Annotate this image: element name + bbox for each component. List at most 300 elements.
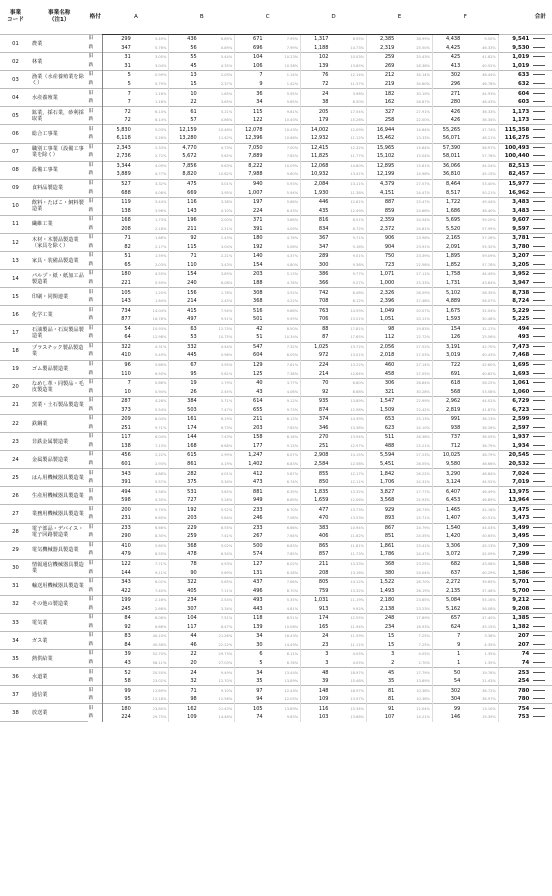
cell-value: 10,025: [432, 451, 461, 460]
table-row: [0, 125, 552, 134]
cell-percent: 26.87%: [395, 98, 432, 107]
row-kind: 旧: [88, 451, 103, 460]
cell-percent: 17.81%: [329, 324, 366, 333]
cell-percent: 21.26%: [198, 632, 235, 641]
cell-percent: 9.92%: [329, 604, 366, 613]
cell-percent: 6.08%: [198, 279, 235, 288]
row-total: 5,225: [512, 316, 530, 323]
cell-value: 1,895: [432, 252, 461, 261]
cell-percent: 40.43%: [461, 351, 498, 360]
cell-percent: 12.14%: [329, 71, 366, 80]
cell-value: 146: [450, 714, 461, 721]
row-mark-line: [533, 608, 545, 609]
row-total: 9,212: [498, 595, 531, 604]
cell-value: 383: [301, 523, 330, 532]
cell-value: 816: [301, 215, 330, 224]
cell-percent: 1.14%: [264, 71, 301, 80]
cell-value: 494: [103, 487, 132, 496]
cell-value: 7: [127, 99, 131, 106]
cell-value: 221: [121, 280, 131, 287]
cell-value: 938: [450, 424, 461, 431]
cell-percent: 2.03%: [132, 261, 169, 270]
cell-value: 669: [187, 189, 197, 196]
row-total: 13,975: [498, 487, 531, 496]
cell-percent: 4.80%: [264, 261, 301, 270]
cell-value: 446: [301, 197, 330, 206]
row-total: 1,382: [512, 623, 530, 630]
row-code: 28: [0, 523, 31, 541]
row-mark-line: [533, 219, 545, 220]
row-mark-line: [533, 56, 545, 57]
row-name: パルプ・紙・紙加工品製造業: [31, 270, 88, 288]
row-code: 07: [0, 143, 31, 161]
table-row: [0, 306, 552, 315]
row-kind: 旧: [88, 360, 103, 369]
row-mark-line: [533, 137, 545, 138]
row-mark: [531, 89, 552, 98]
row-kind: 新: [88, 641, 103, 650]
row-kind: 新: [88, 369, 103, 378]
cell-percent: 25.43%: [395, 53, 432, 62]
cell-percent: 44.03%: [461, 523, 498, 532]
cell-percent: 19.83%: [395, 324, 432, 333]
row-total: 3,947: [512, 280, 530, 287]
row-mark-line: [533, 445, 545, 446]
cell-value: 2,084: [301, 179, 330, 188]
cell-value: 470: [318, 515, 329, 522]
cell-percent: 13.94%: [329, 433, 366, 442]
cell-percent: 26.59%: [395, 288, 432, 297]
row-kind: 新: [88, 188, 103, 197]
cell-percent: 24.66%: [395, 206, 432, 215]
cell-value: 104: [169, 614, 198, 623]
table-row: [0, 270, 552, 279]
row-kind: 新: [88, 387, 103, 396]
cell-percent: 16.93%: [395, 623, 432, 632]
cell-percent: 4.05%: [329, 650, 366, 659]
table-row: [0, 487, 552, 496]
cell-value: 233: [235, 523, 264, 532]
row-total: 494: [498, 324, 531, 333]
header-col-a: A: [103, 0, 169, 35]
cell-percent: 8.68%: [329, 387, 366, 396]
table-row: [0, 35, 552, 44]
cell-value: 412: [235, 469, 264, 478]
cell-value: 7,988: [248, 171, 263, 178]
row-kind: 新: [88, 460, 103, 469]
cell-percent: 8.72%: [329, 224, 366, 233]
cell-value: 251: [318, 442, 329, 449]
cell-percent: 6.07%: [264, 451, 301, 460]
row-total: 2,599: [498, 414, 531, 423]
cell-value: 3,568: [380, 497, 395, 504]
cell-percent: 3.32%: [132, 179, 169, 188]
cell-value: 129: [235, 360, 264, 369]
row-mark: [531, 659, 552, 668]
row-name: 非鉄金属製造業: [31, 433, 88, 451]
cell-percent: 23.91%: [395, 243, 432, 252]
cell-percent: 11.73%: [329, 550, 366, 559]
row-mark: [531, 215, 552, 224]
cell-percent: 11.62%: [329, 532, 366, 541]
cell-value: 58,011: [442, 153, 461, 160]
row-mark: [531, 161, 552, 170]
row-name: 設備工事業: [31, 161, 88, 179]
cell-percent: 12.32%: [329, 143, 366, 152]
cell-percent: 20.55%: [132, 668, 169, 677]
cell-percent: 2.93%: [132, 460, 169, 469]
row-mark: [531, 234, 552, 243]
cell-value: 604: [253, 352, 263, 359]
cell-value: 2,343: [103, 143, 132, 152]
row-code: 29: [0, 541, 31, 559]
cell-percent: 6.66%: [132, 623, 169, 632]
cell-percent: 11.77%: [329, 152, 366, 161]
cell-percent: 23.39%: [395, 252, 432, 261]
cell-percent: 4.09%: [264, 224, 301, 233]
cell-value: 32: [190, 678, 197, 685]
cell-percent: 4.06%: [264, 387, 301, 396]
cell-percent: 44.49%: [461, 270, 498, 279]
cell-value: 74: [256, 714, 263, 721]
cell-value: 443: [253, 605, 263, 612]
row-name: ガス業: [31, 632, 88, 650]
cell-value: 200: [103, 505, 132, 514]
row-total: 604: [498, 89, 531, 98]
row-total: 115,358: [498, 125, 531, 134]
cell-value: 5,672: [182, 153, 197, 160]
cell-percent: 4.44%: [198, 342, 235, 351]
cell-percent: 12.17%: [329, 469, 366, 478]
cell-percent: 5.61%: [198, 369, 235, 378]
cell-value: 391: [253, 225, 263, 232]
row-kind: 旧: [88, 342, 103, 351]
table-row: [0, 71, 552, 80]
cell-value: 57: [190, 117, 197, 124]
cell-percent: 46.84%: [461, 469, 498, 478]
row-mark-line: [533, 418, 545, 419]
cell-value: 42: [235, 324, 264, 333]
row-mark-line: [533, 400, 545, 401]
row-name: 食料品製造業: [31, 179, 88, 197]
row-name: 金属製品製造業: [31, 451, 88, 469]
cell-percent: 32.04%: [461, 306, 498, 315]
cell-value: 1,861: [367, 541, 396, 550]
cell-value: 3: [325, 660, 329, 666]
cell-value: 1,675: [432, 306, 461, 315]
cell-percent: 1.79%: [198, 378, 235, 387]
cell-value: 527: [103, 179, 132, 188]
cell-percent: 6.83%: [264, 460, 301, 469]
cell-value: 3,019: [445, 352, 461, 359]
cell-value: 384: [169, 396, 198, 405]
cell-percent: 1.16%: [132, 89, 169, 98]
cell-value: 188: [253, 280, 263, 287]
cell-percent: 18.97%: [329, 686, 366, 695]
cell-value: 26: [190, 388, 197, 395]
cell-value: 290: [121, 533, 131, 540]
cell-value: 1,706: [380, 479, 395, 486]
row-kind: 旧: [88, 577, 103, 586]
cell-percent: 14.80%: [329, 161, 366, 170]
cell-percent: 2.66%: [132, 604, 169, 613]
cell-percent: 3.58%: [132, 487, 169, 496]
row-code: 23: [0, 433, 31, 451]
cell-value: 99: [432, 704, 461, 713]
cell-value: 143: [187, 207, 197, 214]
table-row: [0, 632, 552, 641]
cell-percent: 0.94%: [132, 387, 169, 396]
cell-value: 5,594: [367, 451, 396, 460]
cell-value: 4,151: [380, 189, 395, 196]
cell-percent: 5.57%: [132, 478, 169, 487]
table-row: [0, 451, 552, 460]
row-total: 754: [498, 704, 531, 713]
cell-value: 246: [253, 515, 263, 522]
cell-percent: 14.12%: [329, 577, 366, 586]
row-kind: 旧: [88, 89, 103, 98]
cell-percent: 7.43%: [198, 433, 235, 442]
cell-value: 287: [103, 396, 132, 405]
row-name: 放送業: [31, 704, 88, 722]
row-kind: 新: [88, 152, 103, 161]
cell-value: 304: [450, 696, 461, 703]
cell-percent: 17.79%: [395, 668, 432, 677]
cell-value: 71: [103, 234, 132, 243]
cell-value: 2,018: [380, 352, 395, 359]
cell-percent: 9.86%: [264, 306, 301, 315]
row-code: 03: [0, 71, 31, 89]
cell-value: 6: [235, 650, 264, 659]
cell-value: 103: [318, 714, 329, 721]
cell-value: 1,722: [432, 197, 461, 206]
cell-value: 1,317: [301, 35, 330, 44]
row-kind: 新: [88, 405, 103, 414]
row-mark: [531, 559, 552, 568]
row-mark: [531, 460, 552, 469]
cell-percent: 4.35%: [461, 641, 498, 650]
row-mark-line: [533, 690, 545, 691]
row-kind: 旧: [88, 632, 103, 641]
row-total: 3,475: [498, 505, 531, 514]
row-mark-line: [533, 65, 545, 66]
cell-percent: 7.61%: [264, 360, 301, 369]
cell-value: 5,830: [103, 125, 132, 134]
cell-value: 1,930: [314, 189, 329, 196]
cell-value: 618: [432, 378, 461, 387]
cell-value: 906: [367, 234, 396, 243]
cell-value: 154: [253, 261, 263, 268]
cell-value: 1,540: [432, 523, 461, 532]
row-total: 9,541: [498, 35, 531, 44]
cell-value: 949: [253, 497, 263, 504]
cell-value: 5: [103, 71, 132, 80]
cell-value: 475: [169, 179, 198, 188]
cell-percent: 4.09%: [132, 161, 169, 170]
row-name: 電子部品・デバイス・電子回路製造業: [31, 523, 88, 541]
cell-percent: 5.35%: [264, 595, 301, 604]
cell-value: 624: [450, 623, 461, 630]
cell-percent: 3.89%: [198, 270, 235, 279]
cell-percent: 27.77%: [395, 487, 432, 496]
row-mark-line: [533, 698, 545, 699]
row-total: 100,493: [498, 143, 531, 152]
cell-percent: 15.26%: [329, 116, 366, 125]
cell-value: 165: [318, 623, 329, 630]
cell-value: 34: [235, 632, 264, 641]
row-kind: 旧: [88, 595, 103, 604]
cell-percent: 2.21%: [198, 224, 235, 233]
cell-percent: 6.19%: [198, 414, 235, 423]
cell-percent: 1.59%: [132, 252, 169, 261]
cell-percent: 5.93%: [264, 179, 301, 188]
cell-percent: 13.97%: [329, 695, 366, 704]
row-kind: 旧: [88, 668, 103, 677]
cell-value: 31: [103, 53, 132, 62]
row-code: 13: [0, 252, 31, 270]
table-row: [0, 53, 552, 62]
cell-percent: 12.55%: [329, 614, 366, 623]
cell-percent: 4.31%: [132, 342, 169, 351]
row-kind: 新: [88, 315, 103, 324]
row-kind: 新: [88, 44, 103, 53]
cell-percent: 3.65%: [198, 98, 235, 107]
row-code: 08: [0, 161, 31, 179]
cell-percent: 10.09%: [264, 161, 301, 170]
cell-percent: 4.06%: [132, 188, 169, 197]
cell-percent: 14.15%: [329, 451, 366, 460]
row-mark-line: [533, 499, 545, 500]
cell-percent: 16.78%: [132, 315, 169, 324]
row-mark-line: [533, 527, 545, 528]
cell-percent: 7.00%: [264, 143, 301, 152]
row-name: 飲料・たばこ・飼料製造業: [31, 197, 88, 215]
cell-percent: 9.01%: [329, 252, 366, 261]
cell-value: 422: [121, 587, 131, 594]
row-mark: [531, 586, 552, 595]
cell-percent: 57.78%: [461, 261, 498, 270]
row-name: 熱供給業: [31, 650, 88, 668]
row-kind: 新: [88, 424, 103, 433]
row-kind: 旧: [88, 523, 103, 532]
cell-value: 270: [301, 433, 330, 442]
row-mark: [531, 496, 552, 505]
cell-percent: 1.20%: [132, 288, 169, 297]
cell-percent: 36.34%: [461, 116, 498, 125]
row-mark: [531, 342, 552, 351]
row-total: 5,700: [512, 587, 530, 594]
row-total: 1,385: [498, 614, 531, 623]
cell-percent: 6.14%: [132, 107, 169, 116]
row-total: 7,019: [512, 479, 530, 486]
cell-value: 271: [432, 89, 461, 98]
cell-value: 7: [103, 89, 132, 98]
cell-value: 233: [235, 505, 264, 514]
cell-value: 30: [256, 641, 263, 648]
row-name: 繊維工業: [31, 215, 88, 233]
cell-percent: 22.22%: [198, 641, 235, 650]
row-kind: 新: [88, 170, 103, 179]
cell-percent: 40.10%: [132, 632, 169, 641]
cell-value: 437: [235, 577, 264, 586]
cell-value: 460: [367, 360, 396, 369]
row-total: 6,729: [498, 396, 531, 405]
cell-percent: 14.59%: [329, 306, 366, 315]
row-total: 13,964: [508, 497, 530, 504]
cell-value: 140: [235, 252, 264, 261]
cell-percent: 58.35%: [461, 288, 498, 297]
cell-value: 296: [450, 81, 461, 87]
cell-value: 368: [169, 541, 198, 550]
cell-value: 1,000: [380, 280, 395, 287]
cell-value: 12,199: [376, 171, 395, 178]
cell-percent: 10.34%: [264, 333, 301, 342]
cell-percent: 14.21%: [395, 713, 432, 722]
table-row: [0, 523, 552, 532]
cell-percent: 19.76%: [461, 668, 498, 677]
cell-percent: 27.14%: [395, 360, 432, 369]
cell-percent: 7.85%: [264, 550, 301, 559]
row-code: 05: [0, 107, 31, 125]
cell-percent: 7.08%: [264, 514, 301, 523]
row-mark-line: [533, 626, 545, 627]
table-row: [0, 541, 552, 550]
row-mark: [531, 677, 552, 686]
cell-value: 56,071: [442, 135, 461, 142]
cell-value: 280: [450, 99, 461, 106]
cell-percent: 6.60%: [329, 378, 366, 387]
row-kind: 旧: [88, 71, 103, 80]
row-total: 74: [521, 660, 530, 666]
cell-percent: 7.11%: [198, 586, 235, 595]
cell-value: 15: [367, 632, 396, 641]
row-mark-line: [533, 581, 545, 582]
cell-value: 174: [301, 614, 330, 623]
row-code: 33: [0, 614, 31, 632]
cell-percent: 8.70%: [264, 586, 301, 595]
row-mark: [531, 288, 552, 297]
cell-percent: 3.34%: [198, 604, 235, 613]
cell-percent: 13.68%: [329, 713, 366, 722]
cell-value: 478: [187, 551, 197, 558]
cell-value: 72: [124, 117, 131, 124]
row-mark: [531, 306, 552, 315]
row-mark-line: [533, 617, 545, 618]
cell-percent: 9.49%: [198, 668, 235, 677]
row-kind: 新: [88, 351, 103, 360]
row-total: 8,724: [512, 298, 530, 305]
cell-value: 5,520: [445, 225, 461, 232]
row-kind: 旧: [88, 270, 103, 279]
cell-percent: 5.49%: [132, 351, 169, 360]
cell-percent: 59.20%: [461, 215, 498, 224]
cell-value: 655: [253, 406, 263, 413]
row-kind: 新: [88, 442, 103, 451]
row-mark: [531, 134, 552, 143]
cell-percent: 49.44%: [461, 197, 498, 206]
row-mark-line: [533, 644, 545, 645]
cell-percent: 5.59%: [132, 279, 169, 288]
cell-value: 2,385: [367, 35, 396, 44]
row-name: 生産用機械器具製造業: [31, 487, 88, 505]
cell-value: 5,084: [432, 595, 461, 604]
cell-percent: 0.89%: [198, 44, 235, 53]
cell-value: 12,068: [301, 161, 330, 170]
cell-percent: 22.00%: [395, 116, 432, 125]
cell-percent: 10.82%: [198, 170, 235, 179]
cell-value: 23: [322, 641, 329, 648]
cell-value: 516: [235, 306, 264, 315]
